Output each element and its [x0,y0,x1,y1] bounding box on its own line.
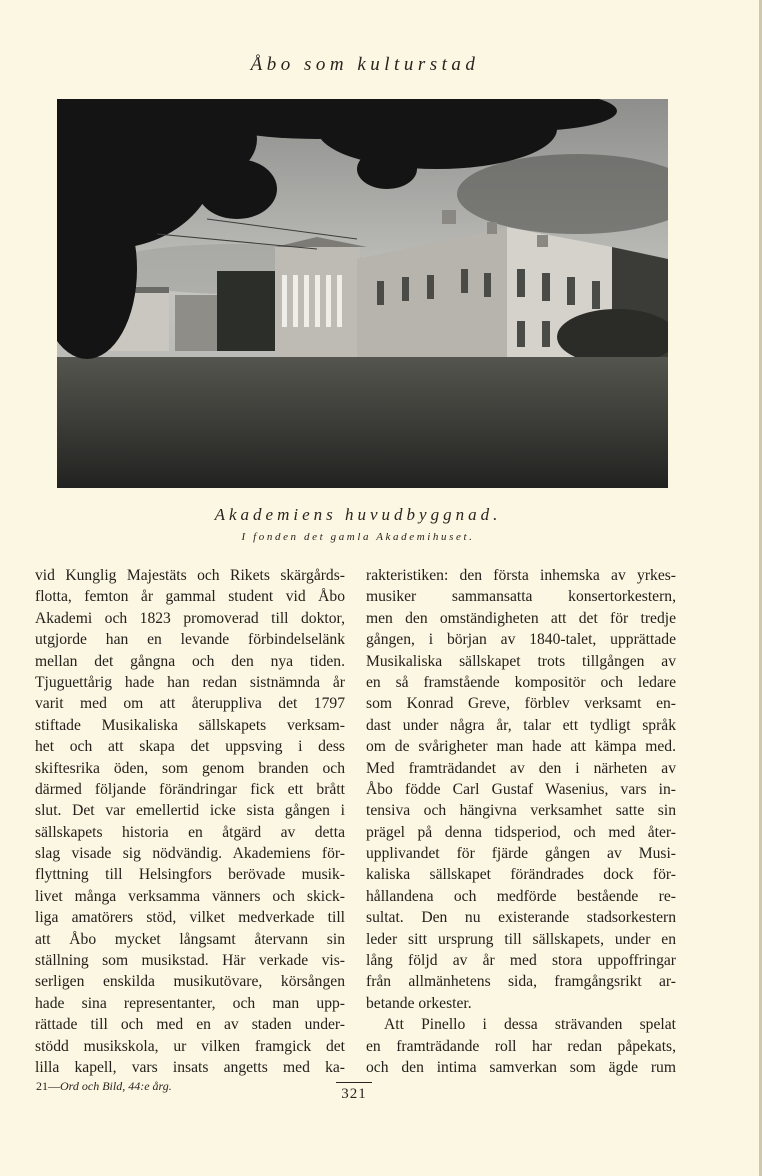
text-line: serligen enskilda musikutövare, körsången [35,973,345,991]
text-line: en så framstående kompositör och ledare [366,673,676,691]
text-column-left [35,565,345,1078]
text-line: lilla kapell, vars insats angetts med ka- [35,1058,345,1076]
text-line: varit med om att återuppliva det 1797 [35,695,345,713]
text-line: Musikaliska sällskapet trots tillgången av [366,652,676,670]
text-line: rättade till och med en av staden under- [35,1016,345,1034]
text-line: kaliska sällskapet förändrades dock för- [366,866,676,884]
text-line: prägel på denna tidsperiod, och med åter- [366,823,676,841]
text-line: slut. Det var emellertid icke sista gången i [35,802,345,820]
text-line: leder sitt ursprung till sällskapets, under en [366,930,676,948]
photo-academy-building [57,99,668,488]
text-line: upplivandet för fjärde gången av Musi- [366,845,676,863]
running-title: Åbo som kulturstad [250,54,480,75]
text-line: Akademi och 1823 promoverad till doktor, [35,609,345,627]
text-line: sällskapets historia en åtgärd av detta [35,823,345,841]
text-line: betande orkester. [366,994,472,1012]
text-line: rakteristiken: den första inhemska av yrkes- [366,567,676,584]
text-line: skiftesrika öden, som genom branden och [35,759,345,777]
text-line: utgjorde han en levande förbindelselänk [35,631,345,649]
text-line: stiftade Musikaliska sällskapets verksam- [35,716,345,734]
text-line: om de svårigheter man hade att kämpa med. [366,738,676,756]
text-line: flyttning till Helsingfors berövade musik- [35,866,345,884]
text-line: Att Pinello i dessa strävanden spelat [384,1016,676,1034]
text-line: slag visade sig nödvändig. Akademiens för- [35,845,345,863]
text-line: därmed följande förändringar fick ett brått [35,780,345,798]
text-line: sultat. Den nu existerande stadsorkestern [366,909,676,927]
text-line: hade sina representanter, och man upp- [35,994,345,1012]
text-line: som Konrad Greve, förblev verksamt en- [366,695,676,713]
text-line: liga amatörers stöd, vilket medverkade till [35,909,345,927]
page-number: 321 [336,1082,372,1103]
text-line: vid Kunglig Majestäts och Rikets skärgårds- [35,567,345,584]
text-line: från allmänhetens sida, framgångsrikt ar- [366,973,676,991]
signature-line [36,1079,172,1094]
volume-label: 44:e årg. [128,1079,172,1093]
figure-caption-subtitle: I fonden det gamla Akademihuset. [241,531,475,543]
text-line: flotta, femton år gammal student vid Åbo [35,588,345,606]
text-line: lång följd av år med stora uppoffringar [366,952,676,970]
signature-number: 21— [36,1079,60,1093]
text-line: livet många verksamma vänners och skick- [35,887,345,905]
text-line: Tjuguettårig hade han redan sistnämnda år [35,673,345,691]
text-line: het och att skapa det uppsving i dess [35,738,345,756]
text-line: mellan det gångna och den nya tiden. [35,652,345,670]
publication-name: Ord och Bild, [60,1079,126,1093]
text-line: gången, i början av 1840-talet, upprättade [366,631,676,649]
text-line: men den omständigheten att det för tredje [366,609,676,627]
text-line: ställning som musikstad. Här verkade vis- [35,952,345,970]
figure-caption-title: Akademiens huvudbyggnad. [214,505,502,524]
text-line: att Åbo mycket långsamt återvann sin [35,930,345,948]
text-line: dast under några år, talar ett tydligt språk [366,716,676,734]
text-line: musiker sammansatta konsertorkestern, [366,588,676,606]
text-line: stödd musikskola, ur vilken framgick det [35,1037,345,1055]
text-line: en framträdande roll har redan påpekats, [366,1037,676,1055]
figure-photograph [57,99,668,488]
text-line: Med framträdandet av den i närheten av [366,759,676,777]
text-line: Åbo födde Carl Gustaf Wasenius, vars in- [366,780,676,798]
text-column-right [366,565,676,1078]
text-line: tensiva och hängivna verksamhet satte sin [366,802,676,820]
text-line: och den intima samverkan som ägde rum [366,1058,676,1076]
text-line: hållandena och medförde bestående re- [366,887,676,905]
